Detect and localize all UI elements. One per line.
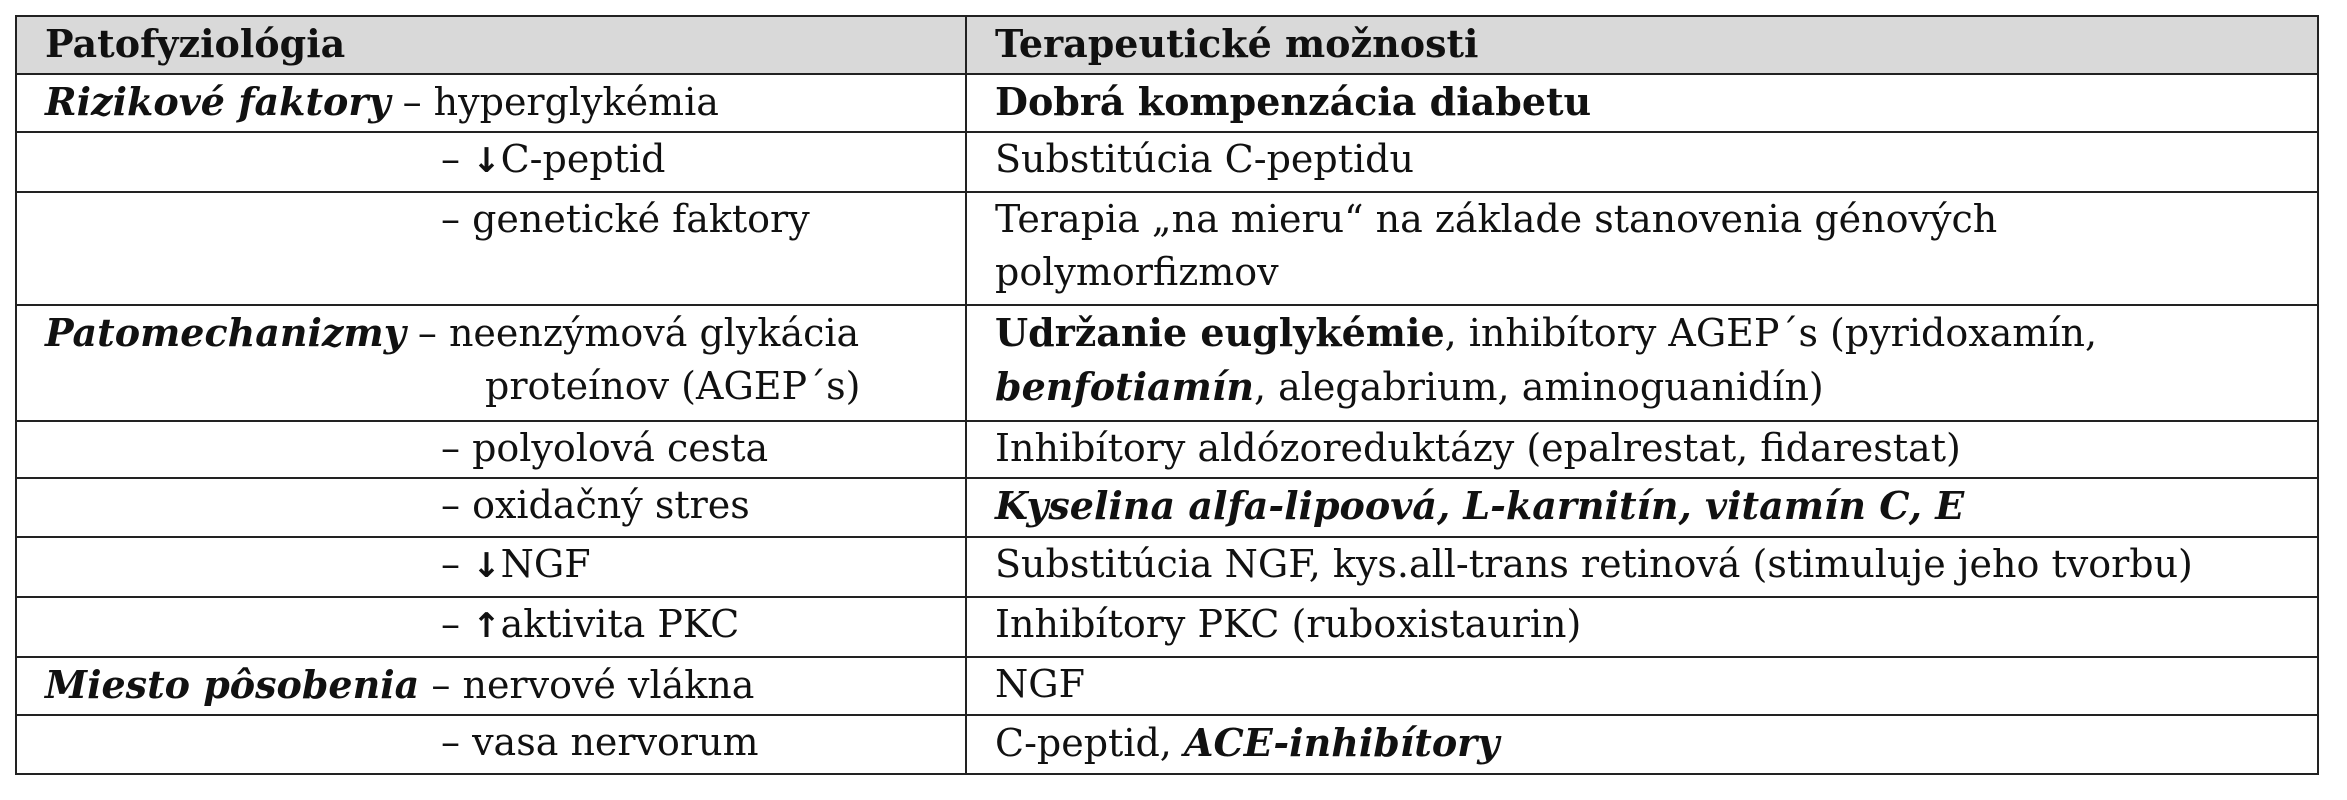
therapy-cell: [966, 657, 2318, 716]
therapy-text: Kyselina alfa-lipoová, L-karnitín, vitamín C, E: [995, 483, 1965, 529]
therapy-text-line: polymorfizmov: [995, 250, 1279, 295]
section-heading-pathomechanisms: Patomechanizmy: [45, 310, 406, 356]
section-heading-risk-factors: Rizikové faktory: [45, 78, 391, 124]
arrow-down-icon: ↓: [472, 546, 501, 586]
therapy-cell: [966, 537, 2318, 597]
pathophysiology-cell: [16, 715, 966, 774]
factor-text: NGF: [500, 542, 591, 586]
table-row: [16, 715, 2318, 774]
table-row: [16, 74, 2318, 133]
pathophysiology-cell: [16, 537, 966, 597]
factor-text: – polyolová cesta: [441, 425, 769, 470]
factor-text: – oxidačný stres: [441, 483, 750, 528]
therapy-cell: [966, 74, 2318, 133]
pathophysiology-cell: [16, 132, 966, 192]
pathophysiology-cell: [16, 305, 966, 420]
factor-text: aktivita PKC: [500, 601, 740, 646]
therapy-text: Inhibítory aldózoreduktázy (epalrestat, fidarestat): [995, 425, 1961, 470]
factor-text-line: – neenzýmová glykácia: [417, 311, 860, 356]
pathophysiology-therapy-table: [15, 15, 2319, 775]
therapy-cell: [966, 421, 2318, 479]
pathophysiology-cell: [16, 74, 966, 133]
table-row: [16, 537, 2318, 597]
factor-text: – genetické faktory: [441, 197, 810, 242]
table-row: [16, 305, 2318, 420]
header-pathophysiology: Patofyziológia: [16, 16, 966, 74]
section-heading-site-of-action: Miesto pôsobenia: [45, 661, 420, 707]
factor-text: C-peptid: [500, 137, 666, 182]
arrow-down-icon: ↓: [472, 141, 501, 182]
therapy-text: , inhibítory AGEP´s (pyridoxamín,: [1444, 311, 2098, 356]
table-row: [16, 192, 2318, 305]
table-header-row: [16, 16, 2318, 74]
dash-text: –: [441, 542, 473, 586]
therapy-text: Substitúcia C-peptidu: [995, 137, 1414, 182]
factor-text-line: proteínov (AGEP´s): [485, 364, 861, 409]
pathophysiology-cell: [16, 478, 966, 537]
therapy-cell: [966, 715, 2318, 774]
factor-text: – nervové vlákna: [431, 662, 755, 707]
table-row: [16, 421, 2318, 479]
therapy-cell: [966, 597, 2318, 657]
table-row: [16, 132, 2318, 192]
header-therapeutic-options: Terapeutické možnosti: [966, 16, 2318, 74]
pathophysiology-cell: [16, 657, 966, 716]
table-row: [16, 597, 2318, 657]
factor-text: – vasa nervorum: [441, 720, 759, 765]
table-row: [16, 478, 2318, 537]
therapy-cell: [966, 132, 2318, 192]
therapy-bold-text: Udržanie euglykémie: [995, 310, 1445, 356]
table-row: [16, 657, 2318, 716]
therapy-cell: [966, 305, 2318, 420]
therapy-text: NGF: [995, 661, 1085, 706]
therapy-text: C-peptid,: [995, 721, 1184, 766]
therapy-text: , alegabrium, aminoguanidín): [1253, 365, 1824, 410]
dash-text: –: [441, 137, 473, 182]
pathophysiology-cell: [16, 597, 966, 657]
pathophysiology-cell: [16, 192, 966, 305]
therapy-bold-italic-text: benfotiamín: [995, 364, 1254, 410]
factor-text: – hyperglykémia: [402, 79, 719, 124]
pathophysiology-cell: [16, 421, 966, 479]
arrow-up-icon: ↑: [472, 605, 501, 646]
therapy-text: Substitúcia NGF, kys.all-trans retinová (stimuluje jeho tvorbu): [995, 542, 2193, 586]
therapy-bold-italic-text: ACE-inhibítory: [1183, 720, 1500, 766]
therapy-text: Dobrá kompenzácia diabetu: [995, 78, 1592, 124]
therapy-text: Inhibítory PKC (ruboxistaurin): [995, 601, 1582, 646]
therapy-cell: [966, 192, 2318, 305]
therapy-cell: [966, 478, 2318, 537]
therapy-text-line: Terapia „na mieru“ na základe stanovenia génových: [995, 197, 1998, 242]
dash-text: –: [441, 601, 473, 646]
